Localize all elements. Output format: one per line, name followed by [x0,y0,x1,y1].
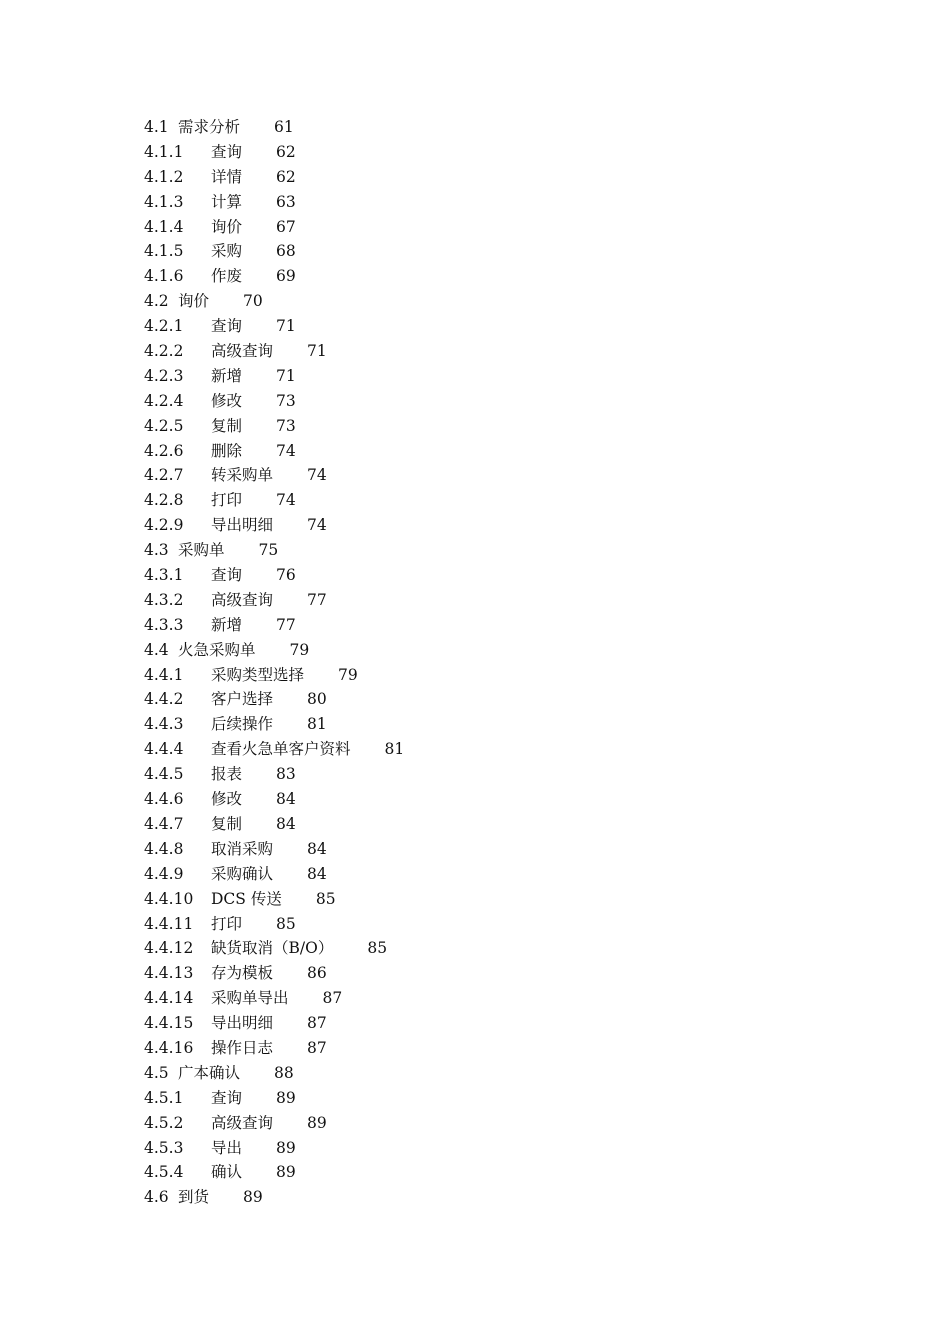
toc-section-title: 询价 [211,217,243,236]
toc-entry [144,1011,404,1036]
toc-page-number: 71 [276,317,296,336]
toc-section-title: 询价 [178,292,210,311]
toc-page-number: 76 [276,566,296,585]
toc-section-title: 火急采购单 [178,640,256,659]
toc-section-number: 4.5.2 [144,1113,184,1132]
toc-section-title: 计算 [211,192,243,211]
toc-section-number: 4.1.5 [144,242,184,261]
toc-entry [144,1036,404,1061]
toc-entry [144,1086,404,1111]
toc-section-number: 4.3.3 [144,615,184,634]
toc-section-number: 4.6 [144,1188,169,1207]
toc-page-number: 68 [276,242,296,261]
toc-entry [144,314,404,339]
toc-section-title: 修改 [211,391,243,410]
toc-page-number: 71 [276,366,296,385]
toc-entry [144,961,404,986]
toc-entry [144,687,404,712]
toc-section-title: 查看火急单客户资料 [211,740,351,759]
toc-section-title: 详情 [211,167,243,186]
toc-page-number: 67 [276,217,296,236]
toc-section-title: 确认 [211,1163,243,1182]
toc-page-number: 79 [338,665,358,684]
toc-entry [144,439,404,464]
toc-section-number: 4.1.3 [144,192,184,211]
toc-section-number: 4.1.2 [144,167,184,186]
toc-section-number: 4.4.8 [144,839,184,858]
toc-section-number: 4.4.13 [144,964,194,983]
toc-entry [144,414,404,439]
toc-entry [144,1160,404,1185]
toc-section-title: 采购 [211,242,243,261]
toc-entry [144,588,404,613]
toc-page-number: 81 [307,715,327,734]
toc-page-number: 74 [276,441,296,460]
toc-entry [144,190,404,215]
toc-section-number: 4.2.6 [144,441,184,460]
toc-page-number: 74 [276,491,296,510]
toc-section-title: 查询 [211,317,243,336]
toc-page-number: 89 [276,1163,296,1182]
toc-section-number: 4.5.4 [144,1163,184,1182]
toc-section-title: 采购单 [178,541,225,560]
toc-page-number: 77 [276,615,296,634]
toc-entry [144,563,404,588]
toc-section-title: 删除 [211,441,243,460]
toc-entry [144,737,404,762]
toc-page-number: 85 [315,889,336,908]
toc-entry [144,936,404,961]
toc-section-number: 4.1.4 [144,217,184,236]
toc-section-number: 4.3.2 [144,590,184,609]
toc-entry [144,239,404,264]
toc-page-number: 87 [307,1014,327,1033]
toc-entry [144,538,404,563]
toc-section-number: 4.4.1 [144,665,184,684]
toc-section-title: 后续操作 [211,715,274,734]
toc-entry [144,712,404,737]
toc-section-title: 导出明细 [211,1014,274,1033]
toc-section-number: 4.2 [144,292,169,311]
toc-section-title: 高级查询 [211,342,274,361]
toc-section-number: 4.4.16 [144,1038,194,1057]
toc-page-number: 74 [307,516,327,535]
toc-page-number: 88 [274,1063,294,1082]
toc-section-number: 4.4.4 [144,740,184,759]
toc-entry [144,488,404,513]
toc-page-number: 84 [307,864,327,883]
toc-page-number: 63 [276,192,296,211]
toc-section-number: 4.4.3 [144,715,184,734]
toc-section-number: 4.3.1 [144,566,184,585]
toc-entry [144,613,404,638]
toc-section-number: 4.5.3 [144,1138,184,1157]
toc-section-title: 操作日志 [211,1038,274,1057]
toc-entry [144,1136,404,1161]
toc-section-number: 4.4.10 [144,889,194,908]
toc-section-title: 查询 [211,1088,243,1107]
toc-entry [144,289,404,314]
toc-page-number: 89 [276,1138,296,1157]
toc-page-number: 70 [243,292,263,311]
toc-entry [144,364,404,389]
toc-section-title: 复制 [211,416,243,435]
toc-entry [144,1061,404,1086]
toc-entry [144,986,404,1011]
toc-entry [144,165,404,190]
toc-entry [144,912,404,937]
toc-section-title: 导出 [211,1138,243,1157]
toc-section-title: 广本确认 [178,1063,241,1082]
toc-section-number: 4.3 [144,541,169,560]
toc-section-number: 4.2.8 [144,491,184,510]
toc-entry [144,862,404,887]
toc-section-title: 转采购单 [211,466,274,485]
toc-page-number: 77 [307,590,327,609]
toc-page-number: 61 [274,118,294,136]
toc-entry [144,812,404,837]
toc-section-title: 需求分析 [178,118,241,136]
toc-entry [144,887,404,912]
toc-section-title: 打印 [211,914,243,933]
toc-page-number: 74 [307,466,327,485]
toc-section-title: 采购类型选择 [211,665,305,684]
toc-page-number: 84 [276,790,296,809]
toc-entry [144,264,404,289]
toc-section-number: 4.2.9 [144,516,184,535]
toc-entry [144,215,404,240]
toc-section-title: 新增 [211,615,243,634]
toc-section-number: 4.2.5 [144,416,184,435]
toc-page-number: 62 [276,167,296,186]
toc-section-number: 4.2.2 [144,342,184,361]
toc-section-number: 4.1.6 [144,267,184,286]
toc-page-number: 80 [307,690,327,709]
toc-section-number: 4.4.15 [144,1014,194,1033]
toc-entry [144,762,404,787]
toc-page-number: 69 [276,267,296,286]
toc-section-number: 4.2.4 [144,391,184,410]
toc-entry [144,115,404,140]
toc-page-number: 83 [276,765,296,784]
toc-section-number: 4.4.11 [144,914,194,933]
toc-entry [144,1111,404,1136]
toc-entry [144,463,404,488]
toc-section-title: 高级查询 [211,1113,274,1132]
toc-page-number: 62 [276,142,296,161]
toc-section-title: 报表 [211,765,243,784]
toc-section-title: 打印 [211,491,243,510]
toc-section-title: DCS 传送 [211,889,282,908]
toc-entry [144,339,404,364]
toc-page-number: 75 [258,541,279,560]
toc-section-number: 4.1 [144,118,169,136]
toc-section-number: 4.4.7 [144,814,184,833]
toc-section-title: 采购单导出 [211,989,289,1008]
toc-section-number: 4.4.2 [144,690,184,709]
toc-page-number: 84 [276,814,296,833]
toc-page-number: 89 [243,1188,263,1207]
toc-section-title: 复制 [211,814,243,833]
toc-page-number: 85 [276,914,296,933]
toc-page-number: 81 [384,740,405,759]
toc-section-title: 采购确认 [211,864,274,883]
toc-section-number: 4.5.1 [144,1088,184,1107]
toc-page-number: 87 [322,989,343,1008]
toc-section-title: 新增 [211,366,243,385]
toc-page-number: 85 [367,939,388,958]
toc-page-number: 86 [307,964,327,983]
toc-section-title: 作废 [211,267,243,286]
toc-page-number: 84 [307,839,327,858]
toc-page-number: 73 [276,416,296,435]
toc-section-number: 4.2.1 [144,317,184,336]
toc-section-number: 4.4.12 [144,939,194,958]
toc-page-number: 89 [307,1113,327,1132]
toc-section-number: 4.4.5 [144,765,184,784]
toc-section-number: 4.2.3 [144,366,184,385]
toc-entry [144,513,404,538]
toc-section-number: 4.2.7 [144,466,184,485]
toc-section-title: 查询 [211,566,243,585]
toc-section-number: 4.4.6 [144,790,184,809]
toc-entry [144,638,404,663]
toc-section-title: 客户选择 [211,690,274,709]
toc-section-title: 高级查询 [211,590,274,609]
toc-section-title: 取消采购 [211,839,274,858]
toc-page-number: 89 [276,1088,296,1107]
toc-entry [144,787,404,812]
table-of-contents [144,115,404,1210]
toc-entry [144,389,404,414]
toc-section-number: 4.4.14 [144,989,194,1008]
toc-section-title: 缺货取消（B/O） [211,939,334,958]
toc-section-number: 4.4.9 [144,864,184,883]
toc-section-title: 存为模板 [211,964,274,983]
toc-entry [144,140,404,165]
toc-page-number: 79 [289,640,310,659]
toc-entry [144,837,404,862]
toc-section-number: 4.1.1 [144,142,184,161]
toc-entry [144,1185,404,1210]
toc-section-title: 查询 [211,142,243,161]
toc-section-number: 4.4 [144,640,169,659]
toc-page-number: 71 [307,342,327,361]
toc-page-number: 73 [276,391,296,410]
toc-section-number: 4.5 [144,1063,169,1082]
toc-section-title: 到货 [178,1188,210,1207]
toc-section-title: 修改 [211,790,243,809]
toc-entry [144,663,404,688]
toc-section-title: 导出明细 [211,516,274,535]
toc-page-number: 87 [307,1038,327,1057]
